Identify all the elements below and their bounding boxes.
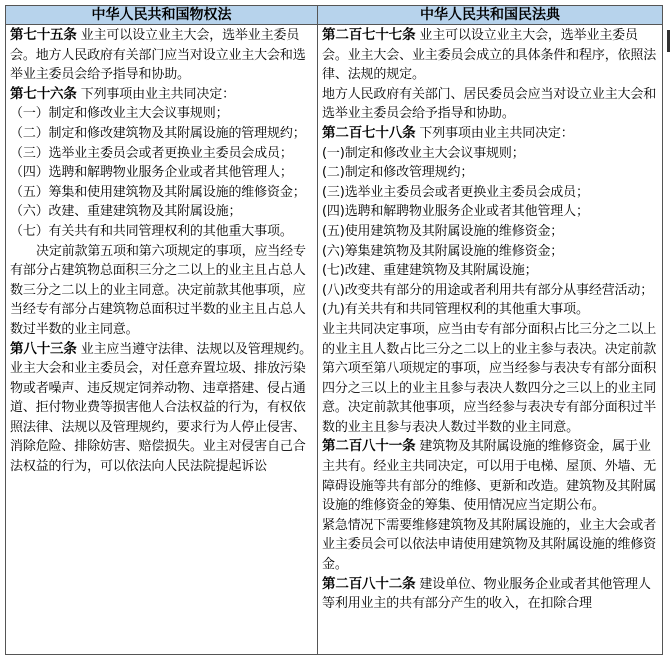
article-number: 第七十五条 (10, 27, 77, 43)
right-paragraph (322, 144, 659, 164)
paragraph-text: （五）筹集和使用建筑物及其附属设施的维修资金； (10, 184, 306, 200)
left-paragraph (10, 340, 314, 360)
left-paragraph (10, 85, 314, 105)
header-civil-code: 中华人民共和国民法典 (318, 6, 662, 25)
right-paragraph (322, 183, 659, 203)
right-paragraph (322, 575, 659, 614)
left-paragraph (10, 124, 314, 144)
paragraph-text: (二)制定和修改管理规约； (322, 165, 474, 181)
left-paragraph (10, 104, 314, 124)
left-paragraph (10, 183, 314, 203)
right-paragraph (322, 222, 659, 242)
paragraph-text: 决定前款第五项和第六项规定的事项，应当经专有部分占建筑物总面积三分之二以上的业主且占总人数三分之二以上的业主同意。决定前款其他事项，应当经专有部分占建筑物总面积过半数的业主且占总人数过半数的业主同意。 (10, 243, 306, 337)
left-paragraph (10, 163, 314, 183)
paragraph-text: （一）制定和修改业主大会议事规则； (10, 106, 229, 122)
paragraph-text: (九)有关共有和共同管理权利的其他重大事项。 (322, 302, 589, 318)
paragraph-text: （七）有关共有和共同管理权利的其他重大事项。 (10, 223, 293, 239)
right-paragraph (322, 85, 659, 124)
right-paragraph (322, 300, 659, 320)
right-paragraph (322, 281, 659, 301)
paragraph-text: 建筑物及其附属设施的维修资金，属于业主共有。经业主共同决定，可以用于电梯、屋顶、外墙、无障碍设施等共有部分的维修、更新和改造。建筑物及其附属设施的维修资金的筹集、使用情况应当定期公布。 (322, 439, 657, 514)
paragraph-text: 业主可以设立业主大会，选举业主委员会。业主大会、业主委员会成立的具体条件和程序，依照法律、法规的规定。 (322, 28, 657, 83)
paragraph-text: (七)改建、重建建筑物及其附属设施； (322, 263, 538, 279)
left-paragraph (10, 202, 314, 222)
right-paragraph (322, 261, 659, 281)
paragraph-text: 地方人民政府有关部门、居民委员会应当对设立业主大会和选举业主委员会给予指导和协助。 (322, 86, 657, 122)
right-paragraph (322, 242, 659, 262)
paragraph-text: （二）制定和修改建筑物及其附属设施的管理规约； (10, 125, 306, 141)
paragraph-text: (八)改变共有部分的用途或者利用共有部分从事经营活动； (322, 282, 654, 298)
right-paragraph (322, 437, 659, 515)
right-paragraph (322, 516, 659, 575)
paragraph-text: (四)选聘和解聘物业服务企业或者其他管理人； (322, 204, 589, 220)
left-paragraph (10, 144, 314, 164)
paragraph-text: 建设单位、物业服务企业或者其他管理人等利用业主的共有部分产生的收入，在扣除合理 (322, 576, 651, 612)
article-number: 第七十六条 (10, 85, 77, 102)
left-paragraph (10, 26, 314, 85)
right-paragraph (322, 163, 659, 183)
left-paragraph (10, 222, 314, 242)
article-number: 第二百七十七条 (322, 27, 416, 43)
header-property-law: 中华人民共和国物权法 (6, 6, 318, 25)
scrollbar-thumb[interactable] (667, 30, 670, 52)
paragraph-text: （六）改建、重建建筑物及其附属设施； (10, 204, 242, 220)
paragraph-text: 紧急情况下需要维修建筑物及其附属设施的，业主大会或者业主委员会可以依法申请使用建筑物及其附属设施的维修资金。 (322, 517, 657, 573)
left-paragraph (10, 242, 314, 340)
comparison-table (5, 5, 663, 655)
paragraph-text: 业主可以设立业主大会，选举业主委员会。地方人民政府有关部门应当对设立业主大会和选举业主委员会给予指导和协助。 (10, 28, 306, 83)
paragraph-text: (一)制定和修改业主大会议事规则； (322, 145, 525, 161)
paragraph-text: (五)使用建筑物及其附属设施的维修资金； (322, 223, 564, 239)
paragraph-text: 业主共同决定事项，应当由专有部分面积占比三分之二以上的业主且人数占比三分之二以上的业主参与表决。决定前款第六项至第八项规定的事项，应当经参与表决专有部分面积四分之三以上的业主且参与表决人数四分之三以上的业主同意。决定前款其他事项，应当经参与表决专有部分面积过半数的业主且参与表决人数过半数的业主同意。 (322, 321, 657, 435)
article-number: 第八十三条 (10, 340, 77, 357)
right-paragraph (322, 124, 659, 144)
right-paragraph (322, 202, 659, 222)
paragraph-text: 业主应当遵守法律、法规以及管理规约。 (76, 341, 313, 357)
paragraph-text: (六)筹集建筑物及其附属设施的维修资金； (322, 243, 564, 259)
property-law-column (6, 25, 318, 654)
article-number: 第二百八十一条 (322, 438, 416, 455)
left-paragraph (10, 359, 314, 477)
paragraph-text: 下列事项由业主共同决定： (415, 125, 574, 141)
right-paragraph (322, 320, 659, 438)
article-number: 第二百八十二条 (322, 575, 416, 592)
civil-code-column (318, 25, 662, 654)
paragraph-text: （四）选聘和解聘物业服务企业或者其他管理人； (10, 165, 293, 181)
paragraph-text: 业主大会和业主委员会，对任意弃置垃圾、排放污染物或者噪声、违反规定饲养动物、违章搭建、侵占通道、拒付物业费等损害他人合法权益的行为，有权依照法律、法规以及管理规约，要求行为人停止侵害、消除危险、排除妨害、赔偿损失。业主对侵害自己合法权益的行为，可以依法向人民法院提起诉讼 (10, 361, 306, 475)
paragraph-text: 下列事项由业主共同决定： (76, 86, 235, 102)
right-paragraph (322, 26, 659, 85)
paragraph-text: (三)选举业主委员会或者更换业主委员会成员； (322, 184, 589, 200)
article-number: 第二百七十八条 (322, 124, 416, 141)
paragraph-text: （三）选举业主委员会或者更换业主委员会成员； (10, 145, 293, 161)
